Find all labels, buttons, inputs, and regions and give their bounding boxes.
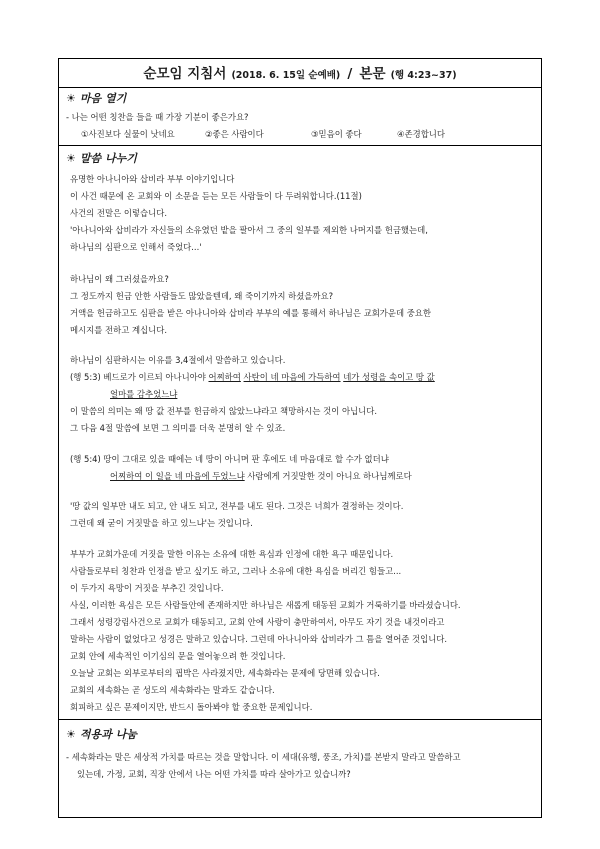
- sharing-p6-line: 회피하고 싶은 문제이지만, 반드시 돌아봐야 할 중요한 문제입니다.: [70, 702, 313, 712]
- sharing-p6-line: 사실, 이러한 욕심은 모든 사람들안에 존재하지만 하나님은 새롭게 태동된 교회가 거룩하기를 바라셨습니다.: [70, 600, 461, 610]
- opening-heading: [66, 90, 126, 106]
- verse-5-4: (행 5:4) 땅이 그대로 있을 때에는 네 땅이 아니며 판 후에도 네 마음대로 할 수가 없더냐: [70, 454, 389, 464]
- sharing-p3-intro: 하나님이 심판하시는 이유를 3,4절에서 말씀하고 있습니다.: [70, 355, 286, 365]
- sharing-p6-line: 부부가 교회가운데 거짓을 말한 이유는 소유에 대한 욕심과 인정에 대한 욕구 때문입니다.: [70, 549, 394, 559]
- title-row: [59, 59, 541, 88]
- application-heading: [66, 726, 137, 742]
- verse-5-3-underline: 어찌하여: [208, 372, 241, 382]
- sharing-p1-line: 하나님의 심판으로 인해서 죽었다...': [70, 242, 202, 252]
- page-title: 순모임 지침서: [143, 66, 227, 82]
- sharing-p6-line: 이 두가지 욕망이 거짓을 부추긴 것입니다.: [70, 583, 224, 593]
- verse-5-3-continued: [110, 388, 177, 400]
- sharing-p2-line: 거액을 헌금하고도 심판을 받은 아나니아와 삽비라 부부의 예를 통해서 하나님은 교회가운데 중요한: [70, 308, 431, 318]
- opening-question: - 나는 어떤 칭찬을 들을 때 가장 기분이 좋은가요?: [66, 112, 249, 122]
- sharing-heading-text: 말씀 나누기: [79, 152, 137, 165]
- verse-5-3-underline: 네가 성령을 속이고 땅 값: [343, 372, 435, 382]
- sharing-p3-line: 그 다음 4절 말씀에 보면 그 의미를 더욱 분명히 알 수 있죠.: [70, 423, 286, 433]
- sharing-p1-line: 유명한 아나니아와 삽비라 부부 이야기입니다: [70, 174, 235, 184]
- sharing-p6-line: 오늘날 교회는 외부로부터의 핍박은 사라졌지만, 세속화라는 문제에 당면해 있습니다.: [70, 668, 380, 678]
- sharing-heading: [66, 150, 137, 166]
- guide-frame: [58, 58, 542, 818]
- sun-icon: ☀: [66, 92, 76, 105]
- opening-option-3: ③믿음이 좋다: [311, 129, 362, 139]
- sharing-p6-line: 그래서 성령강림사건으로 교회가 태동되고, 교회 안에 사랑이 충만하여서, 아무도 자기 것을 내것이라고: [70, 617, 445, 627]
- sharing-p2-line: 그 정도까지 헌금 안한 사람들도 많았을텐데, 왜 죽이기까지 하셨을까요?: [70, 291, 334, 301]
- opening-option-2: ②좋은 사람이다: [205, 129, 264, 139]
- application-line: - 세속화라는 말은 세상적 가치를 따르는 것을 말합니다. 이 세대(유행, 풍조, 가치)를 본받지 말라고 말씀하고: [66, 752, 461, 762]
- sharing-p6-line: 교회의 세속화는 곧 성도의 세속화라는 말과도 같습니다.: [70, 685, 275, 695]
- sun-icon: ☀: [66, 152, 76, 165]
- sharing-p5-line: '땅 값의 일부만 내도 되고, 안 내도 되고, 전부를 내도 된다. 그것은 너희가 결정하는 것이다.: [70, 501, 404, 511]
- section-divider-1: [59, 145, 541, 146]
- application-line: 있는데, 가정, 교회, 직장 안에서 나는 어떤 가치를 따라 살아가고 있습니까?: [77, 769, 351, 779]
- sharing-p6-line: 말하는 사람이 없었다고 성경은 말하고 있습니다. 그런데 아나니아와 삽비라가 그 틈을 열어준 것입니다.: [70, 634, 448, 644]
- sharing-p2-line: 메시지를 전하고 계십니다.: [70, 325, 167, 335]
- application-heading-text: 적용과 나눔: [79, 728, 137, 741]
- sharing-p3-line: 이 말씀의 의미는 왜 땅 값 전부를 헌금하지 않았느냐라고 책망하시는 것이 아닙니다.: [70, 406, 378, 416]
- verse-5-4-text: 사람에게 거짓말한 것이 아니요 하나님께로다: [244, 471, 412, 481]
- title-date: (2018. 6. 15일 순예배): [231, 70, 341, 81]
- verse-5-3-underline: 사탄이 네 마음에 가득하여: [243, 372, 341, 382]
- title-separator: /: [347, 66, 353, 82]
- opening-option-4: ④존경합니다: [397, 129, 445, 139]
- section-divider-2: [59, 719, 541, 720]
- sharing-p1-line: '아나니아와 삽비라가 자신들의 소유였던 밭을 팔아서 그 중의 일부를 제외한 나머지를 헌금했는데,: [70, 225, 428, 235]
- sharing-p6-line: 교회 안에 세속적인 이기심의 문을 열어놓으려 한 것입니다.: [70, 651, 286, 661]
- sharing-p1-line: 사건의 전말은 이렇습니다.: [70, 208, 167, 218]
- sharing-p5-line: 그런데 왜 굳이 거짓말을 하고 있느냐'는 것입니다.: [70, 518, 253, 528]
- verse-5-4-underline: 어찌하여 이 일을 네 마음에 두었느냐: [110, 471, 245, 481]
- sharing-p2-line: 하나님이 왜 그러셨을까요?: [70, 274, 169, 284]
- verse-5-3-text: (행 5:3) 베드로가 이르되 아나니아야: [70, 372, 209, 382]
- sharing-p6-line: 사람들로부터 칭찬과 인정을 받고 싶기도 하고, 그러나 소유에 대한 욕심을 버리긴 힘들고...: [70, 566, 402, 576]
- verse-5-3-underline: 얼마를 감추었느냐: [110, 389, 178, 399]
- sharing-p1-line: 이 사건 때문에 온 교회와 이 소문을 듣는 모든 사람들이 다 두려워합니다.(11절): [70, 191, 362, 201]
- verse-5-4-continued: [110, 470, 412, 482]
- sun-icon: ☀: [66, 728, 76, 741]
- title-section: 본문: [359, 66, 386, 82]
- opening-option-1: ①사진보다 실물이 낫네요: [81, 129, 175, 139]
- opening-heading-text: 마음 열기: [79, 92, 127, 105]
- title-reference: (행 4:23~37): [390, 70, 457, 81]
- verse-5-3: [70, 371, 435, 383]
